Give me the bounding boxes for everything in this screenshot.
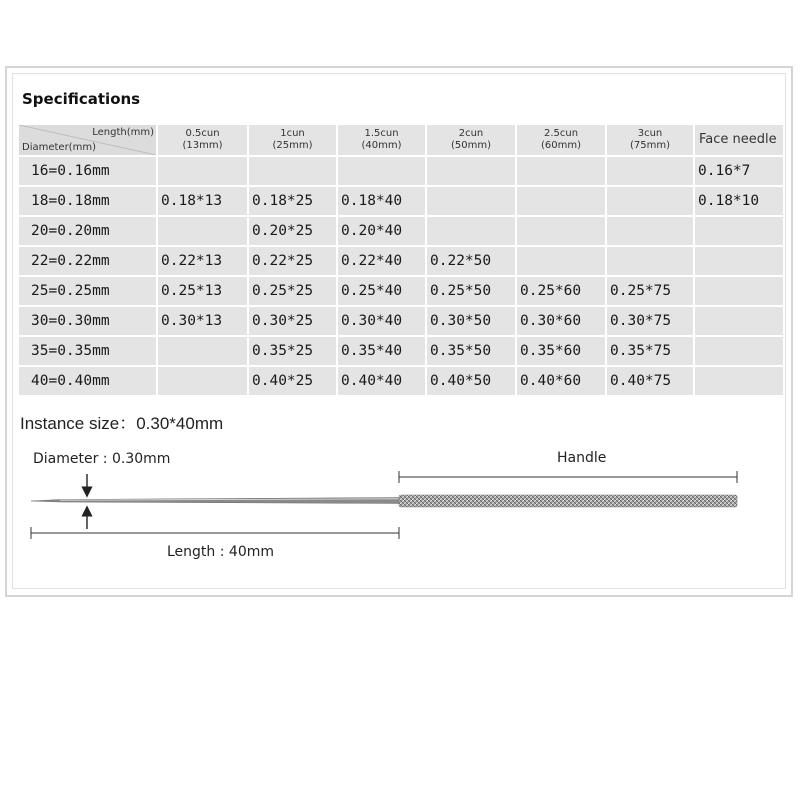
spec-cell: 0.18*25 (249, 185, 336, 215)
spec-cell: 0.18*13 (158, 185, 247, 215)
spec-cell (338, 155, 425, 185)
face-needle-header: Face needle (695, 125, 783, 155)
spec-cell: 0.40*60 (517, 365, 605, 395)
diameter-cell: 40=0.40mm (19, 365, 156, 395)
table-row (19, 185, 783, 215)
spec-cell (427, 215, 515, 245)
spec-cell (158, 365, 247, 395)
table-row (19, 335, 783, 365)
table-row (19, 155, 783, 185)
face-needle-cell (695, 365, 783, 395)
spec-cell (607, 155, 693, 185)
spec-cell: 0.40*75 (607, 365, 693, 395)
table-row (19, 275, 783, 305)
face-needle-cell (695, 305, 783, 335)
column-header: 1.5cun (40mm) (338, 125, 425, 155)
face-needle-cell: 0.18*10 (695, 185, 783, 215)
handle-label: Handle (557, 450, 607, 466)
length-label: Length : 40mm (167, 544, 274, 560)
column-header: 2cun (50mm) (427, 125, 515, 155)
corner-header-cell (19, 125, 156, 155)
handle-dimension-line (399, 471, 737, 483)
spec-cell: 0.30*60 (517, 305, 605, 335)
spec-cell: 0.25*75 (607, 275, 693, 305)
spec-cell: 0.35*40 (338, 335, 425, 365)
column-header: 2.5cun (60mm) (517, 125, 605, 155)
spec-cell (158, 335, 247, 365)
spec-cell: 0.40*25 (249, 365, 336, 395)
table-row (19, 215, 783, 245)
diameter-cell: 22=0.22mm (19, 245, 156, 275)
spec-cell: 0.35*60 (517, 335, 605, 365)
face-needle-cell: 0.16*7 (695, 155, 783, 185)
diameter-cell: 35=0.35mm (19, 335, 156, 365)
spec-cell: 0.22*25 (249, 245, 336, 275)
page-title: Specifications (22, 90, 141, 108)
length-axis-label: Length(mm) (92, 127, 154, 138)
spec-cell (158, 215, 247, 245)
table-row (19, 365, 783, 395)
table-row (19, 245, 783, 275)
face-needle-cell (695, 245, 783, 275)
instance-size-text: Instance size：0.30*40mm (20, 414, 224, 433)
spec-cell: 0.22*40 (338, 245, 425, 275)
length-dimension-line (31, 527, 399, 539)
spec-cell (249, 155, 336, 185)
spec-cell: 0.30*50 (427, 305, 515, 335)
spec-cell: 0.30*25 (249, 305, 336, 335)
column-header: 0.5cun (13mm) (158, 125, 247, 155)
spec-cell: 0.20*25 (249, 215, 336, 245)
face-needle-cell (695, 335, 783, 365)
needle-shaft (31, 498, 399, 504)
spec-cell (517, 215, 605, 245)
diameter-cell: 18=0.18mm (19, 185, 156, 215)
spec-cell: 0.30*13 (158, 305, 247, 335)
spec-cell: 0.22*13 (158, 245, 247, 275)
spec-cell: 0.30*75 (607, 305, 693, 335)
diameter-cell: 20=0.20mm (19, 215, 156, 245)
spec-cell: 0.25*25 (249, 275, 336, 305)
diameter-cell: 16=0.16mm (19, 155, 156, 185)
spec-cell (517, 245, 605, 275)
spec-cell: 0.30*40 (338, 305, 425, 335)
spec-cell (607, 245, 693, 275)
column-header: 1cun (25mm) (249, 125, 336, 155)
face-needle-cell (695, 215, 783, 245)
diameter-axis-label: Diameter(mm) (22, 142, 96, 153)
spec-cell (607, 185, 693, 215)
specifications-table (17, 125, 785, 395)
spec-cell: 0.35*75 (607, 335, 693, 365)
spec-cell: 0.40*40 (338, 365, 425, 395)
needle-handle (399, 495, 737, 507)
table-row (19, 305, 783, 335)
diameter-label: Diameter : 0.30mm (33, 451, 171, 467)
spec-cell (607, 215, 693, 245)
spec-cell: 0.25*50 (427, 275, 515, 305)
table-header-row (19, 125, 783, 155)
spec-cell (517, 185, 605, 215)
column-header: 3cun (75mm) (607, 125, 693, 155)
spec-cell (427, 185, 515, 215)
spec-cell: 0.25*40 (338, 275, 425, 305)
spec-cell (517, 155, 605, 185)
spec-cell: 0.35*25 (249, 335, 336, 365)
spec-cell: 0.20*40 (338, 215, 425, 245)
spec-cell: 0.18*40 (338, 185, 425, 215)
spec-cell (427, 155, 515, 185)
spec-cell: 0.25*60 (517, 275, 605, 305)
needle-diagram (0, 440, 800, 560)
face-needle-cell (695, 275, 783, 305)
diameter-cell: 30=0.30mm (19, 305, 156, 335)
spec-cell (158, 155, 247, 185)
diameter-cell: 25=0.25mm (19, 275, 156, 305)
spec-cell: 0.22*50 (427, 245, 515, 275)
spec-cell: 0.40*50 (427, 365, 515, 395)
spec-cell: 0.25*13 (158, 275, 247, 305)
spec-cell: 0.35*50 (427, 335, 515, 365)
